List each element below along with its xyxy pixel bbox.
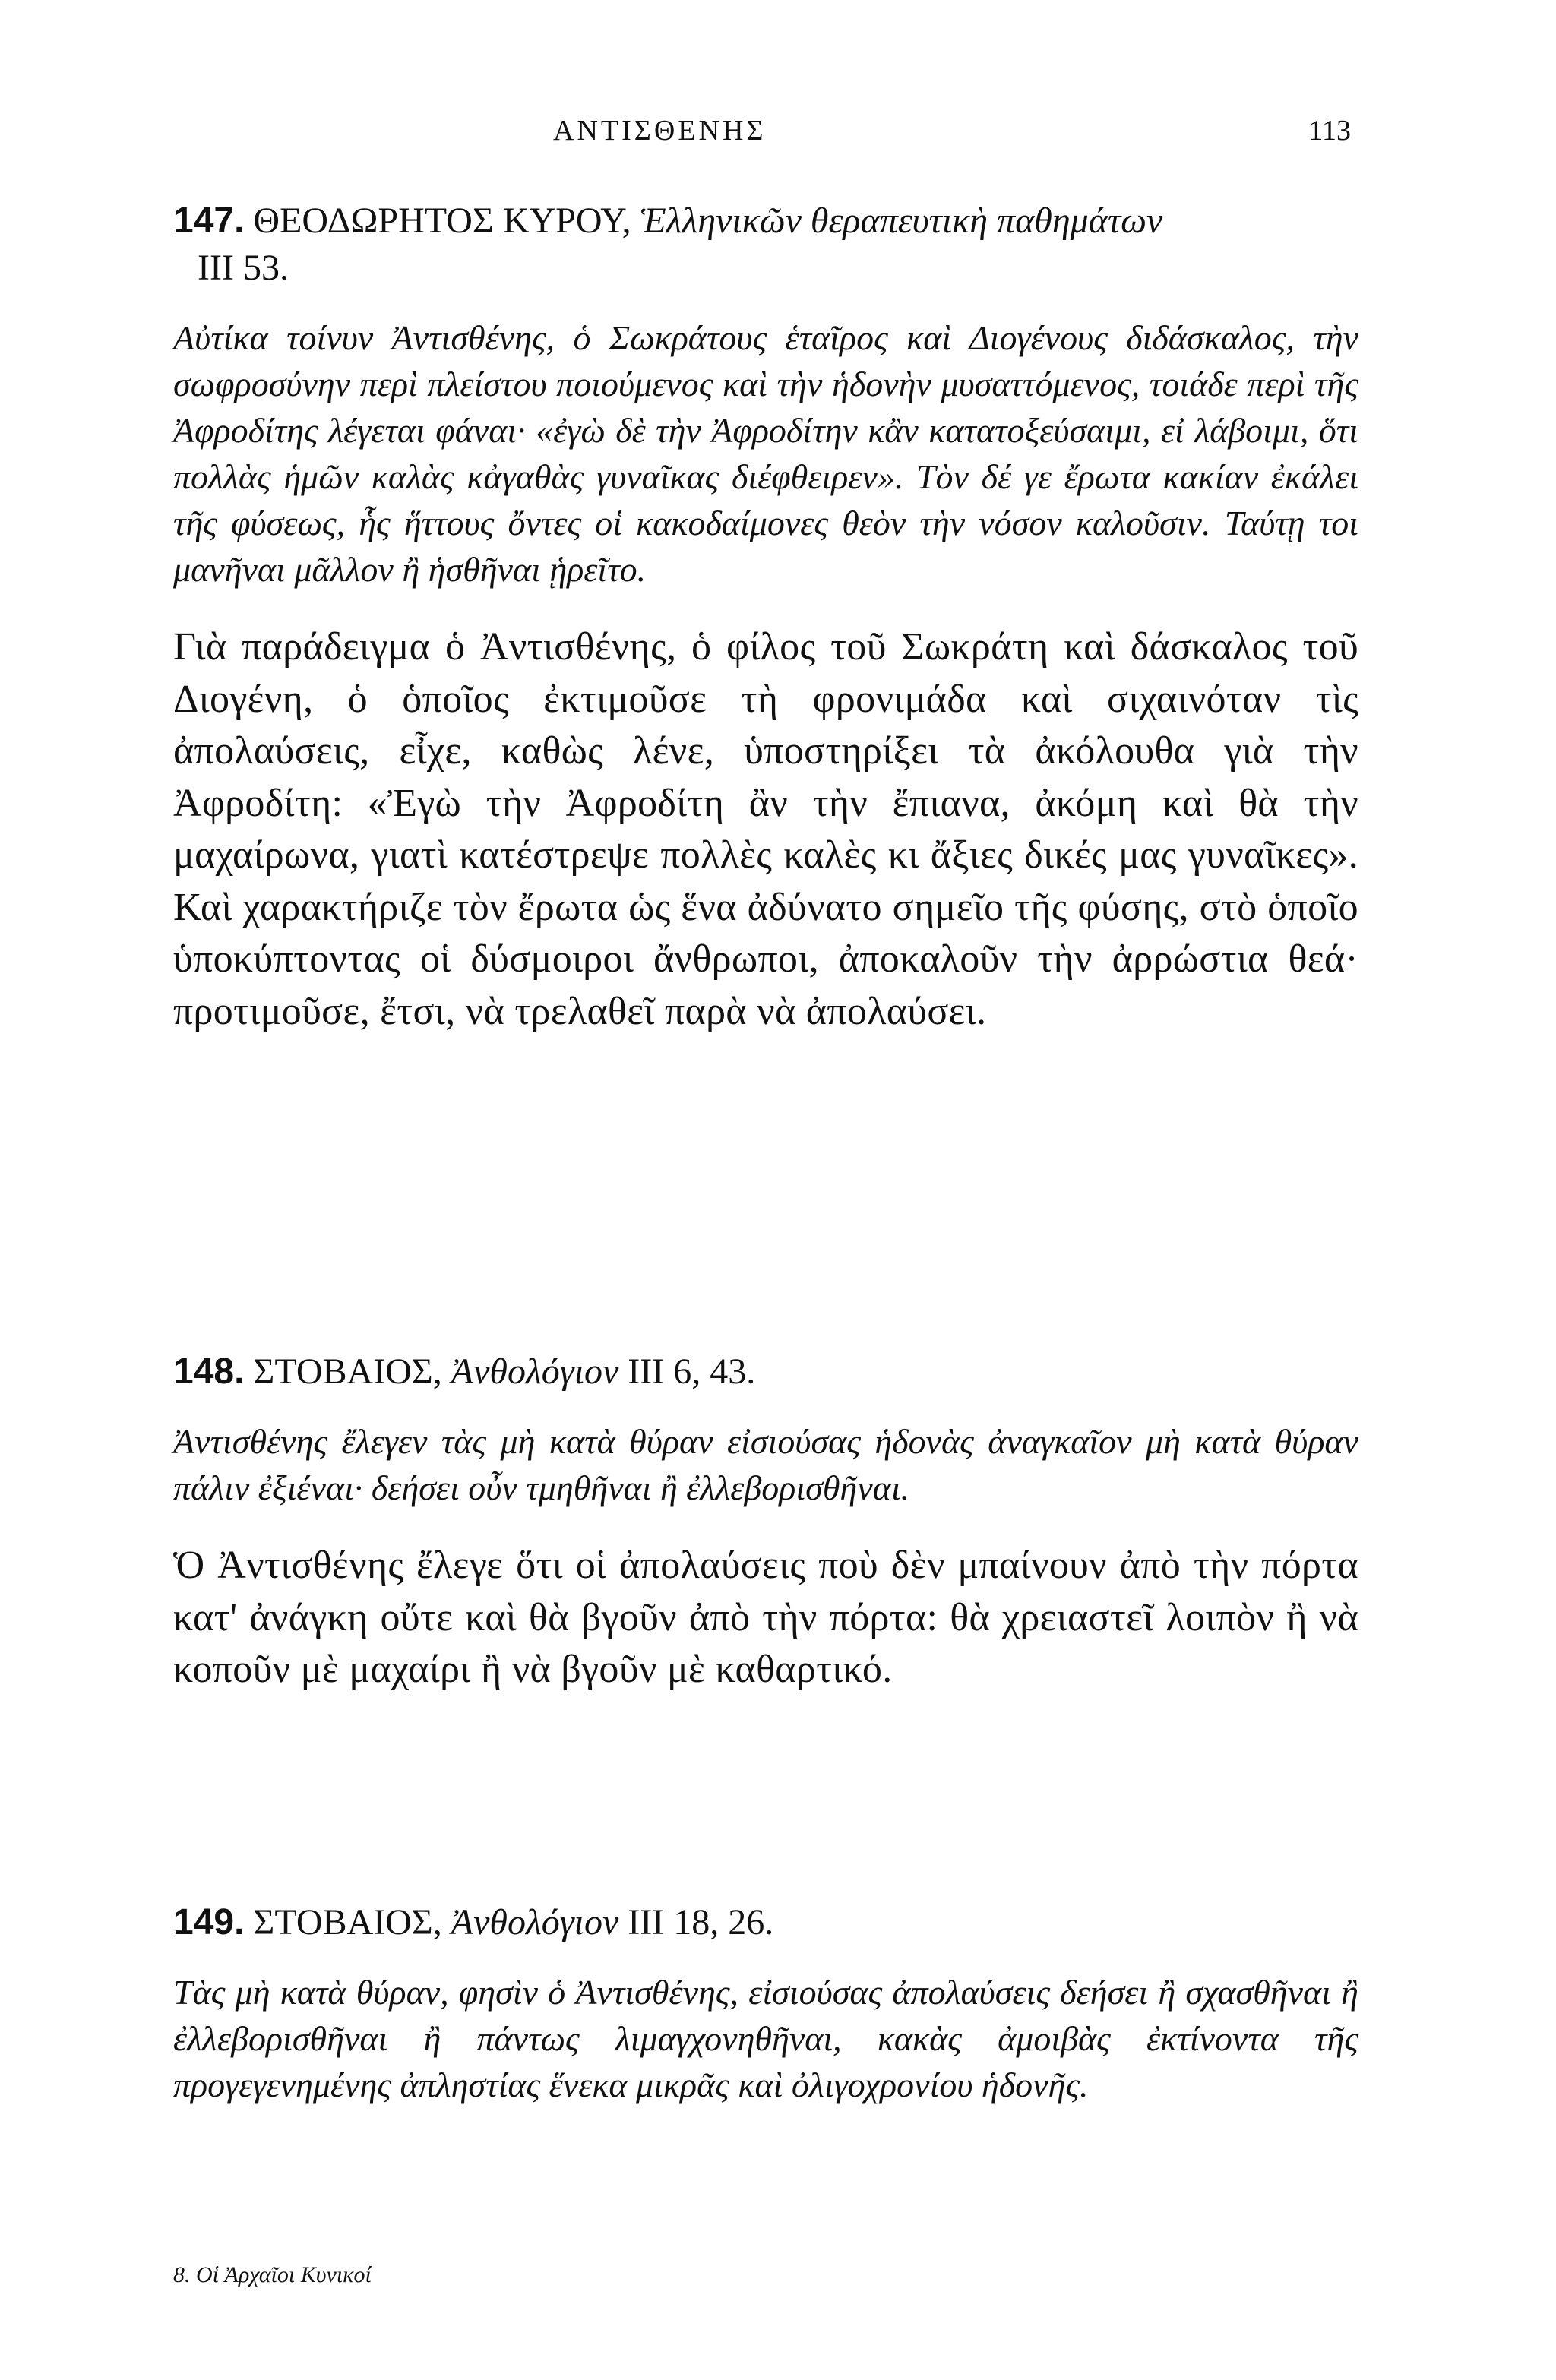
source-locator: III 18, 26. <box>628 1902 774 1942</box>
entry-number: 148. <box>173 1351 245 1392</box>
ancient-greek-text: Ἀντισθένης ἔλεγεν τὰς μὴ κατὰ θύραν εἰσιούσας ἡδονὰς ἀναγκαῖον μὴ κατὰ θύραν πάλιν ἐξιέναι· δεήσει οὖν τμηθῆναι ἢ ἐλλεβορισθῆναι. <box>173 1422 1358 1507</box>
book-page <box>173 0 1366 2380</box>
running-title: ΑΝΤΙΣΘΕΝΗΣ <box>553 115 767 147</box>
entry-heading <box>173 1899 1358 1946</box>
entry-heading <box>173 198 1358 292</box>
entry-149 <box>173 1899 1358 2108</box>
source-work: Ἀνθολόγιον <box>451 1902 619 1942</box>
source-author: ΣΤΟΒΑΙΟΣ, <box>253 1902 442 1942</box>
source-locator: III 6, 43. <box>628 1351 756 1392</box>
entry-number: 149. <box>173 1902 245 1942</box>
entry-148 <box>173 1348 1358 1696</box>
entry-heading <box>173 1348 1358 1395</box>
page-number: 113 <box>1308 115 1351 147</box>
source-locator: III 53. <box>198 248 289 288</box>
source-author: ΘΕΟΔΩΡΗΤΟΣ ΚΥΡΟΥ, <box>253 201 631 241</box>
ancient-greek-text: Αὐτίκα τοίνυν Ἀντισθένης, ὁ Σωκράτους ἑταῖρος καὶ Διογένους διδάσκαλος, τὴν σωφροσύνην περὶ πλείστου ποιούμενος καὶ τὴν ἡδονὴν μυσαττόμενος, τοιάδε περὶ τῆς Ἀφροδίτης λέγεται φάναι· «ἐγὼ δὲ τὴν Ἀφροδίτην κἂν κατατοξεύσαιμι, εἰ λάβοιμι, ὅτι πολλὰς ἡμῶν καλὰς κἀγαθὰς γυναῖκας διέφθειρεν». Τὸν δέ γε ἔρωτα κακίαν ἐκάλει τῆς φύσεως, ἧς ἥττους ὄντες οἱ κακοδαίμονες θεὸν τὴν νόσον καλοῦσιν. Ταύτῃ τοι μανῆναι μᾶλλον ἢ ἡσθῆναι ᾑρεῖτο. <box>173 318 1358 589</box>
running-head <box>173 114 1351 160</box>
modern-greek-translation: Ὁ Ἀντισθένης ἔλεγε ὅτι οἱ ἀπολαύσεις ποὺ δὲν μπαίνουν ἀπὸ τὴν πόρτα κατ' ἀνάγκη οὔτε καὶ θὰ βγοῦν ἀπὸ τὴν πόρτα: θὰ χρειαστεῖ λοιπὸν ἢ νὰ κοποῦν μὲ μαχαίρι ἢ νὰ βγοῦν μὲ καθαρτικό. <box>173 1544 1358 1691</box>
modern-greek-translation: Γιὰ παράδειγμα ὁ Ἀντισθένης, ὁ φίλος τοῦ Σωκράτη καὶ δάσκαλος τοῦ Διογένη, ὁ ὁποῖος ἐκτιμοῦσε τὴ φρονιμάδα καὶ σιχαινόταν τὶς ἀπολαύσεις, εἶχε, καθὼς λένε, ὑποστηρίξει τὰ ἀκόλουθα γιὰ τὴν Ἀφροδίτη: «Ἐγὼ τὴν Ἀφροδίτη ἂν τὴν ἔπιανα, ἀκόμη καὶ θὰ τὴν μαχαίρωνα, γιατὶ κατέστρεψε πολλὲς καλὲς κι ἄξιες δικές μας γυναῖκες». Καὶ χαρακτήριζε τὸν ἔρωτα ὡς ἕνα ἀδύνατο σημεῖο τῆς φύσης, στὸ ὁποῖο ὑποκύπτοντας οἱ δύσμοιροι ἄνθρωποι, ἀποκαλοῦν τὴν ἀρρώστια θεά· προτιμοῦσε, ἔτσι, νὰ τρελαθεῖ παρὰ νὰ ἀπολαύσει. <box>173 625 1358 1033</box>
entry-number: 147. <box>173 201 245 241</box>
signature-mark: 8. Οἱ Ἀρχαῖοι Κυνικοί <box>173 2262 372 2287</box>
source-author: ΣΤΟΒΑΙΟΣ, <box>253 1351 442 1392</box>
entry-147 <box>173 198 1358 1038</box>
source-work: Ἀνθολόγιον <box>451 1351 619 1392</box>
source-work: Ἑλληνικῶν θεραπευτικὴ παθημάτων <box>640 201 1163 241</box>
ancient-greek-text: Τὰς μὴ κατὰ θύραν, φησὶν ὁ Ἀντισθένης, εἰσιούσας ἀπολαύσεις δεήσει ἢ σχασθῆναι ἢ ἐλλεβορισθῆναι ἢ πάντως λιμαγχονηθῆναι, κακὰς ἀμοιβὰς ἐκτίνοντα τῆς προγεγενημένης ἀπληστίας ἕνεκα μικρᾶς καὶ ὀλιγοχρονίου ἡδονῆς. <box>173 1973 1358 2104</box>
